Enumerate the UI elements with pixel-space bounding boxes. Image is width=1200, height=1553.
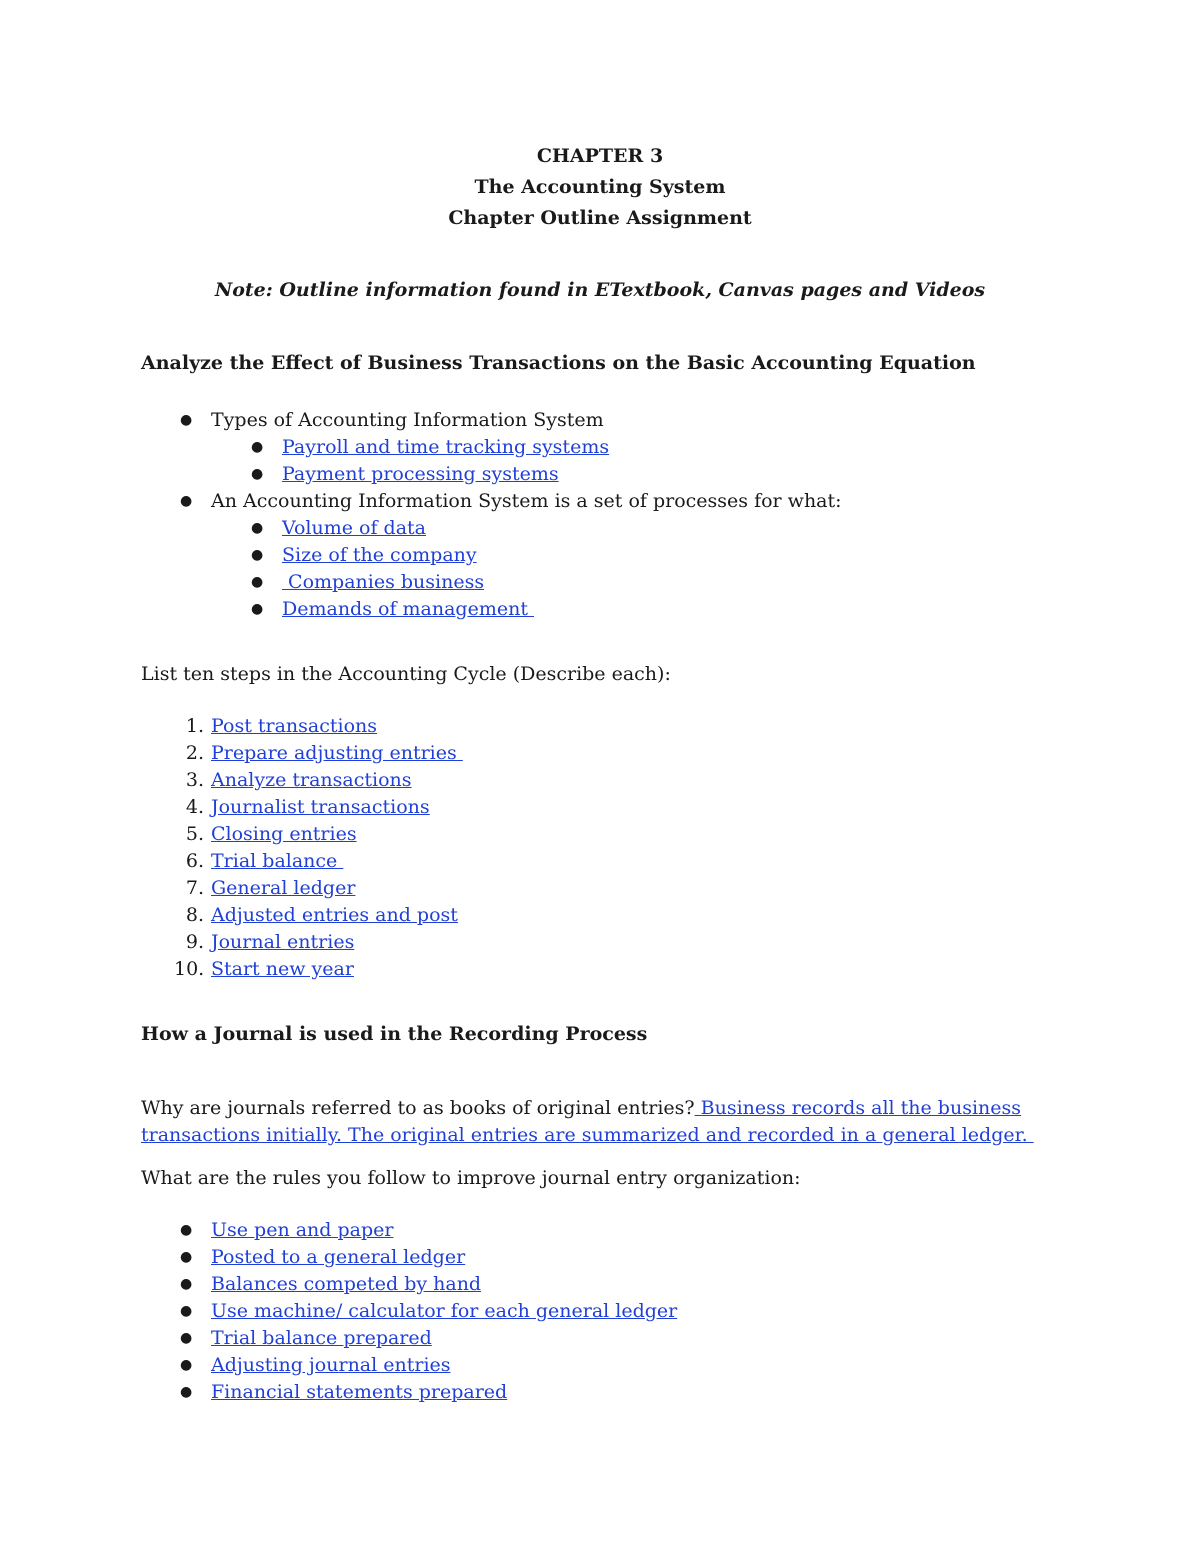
chapter-title: The Accounting System: [474, 176, 726, 198]
list-item: [180, 407, 842, 434]
answer-link[interactable]: Post transactions: [211, 715, 378, 737]
list-item-text: An Accounting Information System is a set of processes for what:: [211, 490, 842, 512]
list-item: [185, 902, 463, 929]
list-item: [180, 1244, 677, 1271]
step-number: 7.: [185, 877, 204, 899]
step-number: 4.: [185, 796, 204, 818]
list-item: [185, 767, 463, 794]
list-item: [251, 542, 842, 569]
answer-link[interactable]: transactions initially. The original entries are summarized and recorded in a general ledger.: [141, 1124, 1034, 1146]
chapter-subtitle: Chapter Outline Assignment: [448, 207, 752, 229]
accounting-cycle-list: [174, 713, 463, 983]
answer-link[interactable]: Start new year: [211, 958, 354, 980]
list-item: [174, 956, 463, 983]
list-item: [251, 569, 842, 596]
bullet-icon: ●: [180, 1303, 193, 1319]
step-number: 2.: [185, 742, 204, 764]
steps-prompt: List ten steps in the Accounting Cycle (Describe each):: [141, 663, 671, 685]
journal-answer-line: [141, 1124, 1034, 1146]
question-text: Why are journals referred to as books of original entries?: [141, 1097, 695, 1119]
journal-question: [141, 1097, 1021, 1119]
bullet-icon: ●: [180, 1276, 193, 1292]
list-item-text: Types of Accounting Information System: [211, 409, 604, 431]
answer-link[interactable]: Demands of management: [282, 598, 535, 620]
bullet-icon: ●: [251, 547, 264, 563]
list-item: [251, 596, 842, 623]
bullet-icon: ●: [180, 493, 193, 509]
ais-list: [180, 407, 842, 623]
answer-link[interactable]: Business records all the business: [694, 1097, 1022, 1119]
answer-link[interactable]: Trial balance: [211, 850, 344, 872]
note: Note: Outline information found in ETextbook, Canvas pages and Videos: [214, 279, 986, 301]
answer-link[interactable]: Journalist transactions: [211, 796, 430, 818]
list-item: [251, 434, 842, 461]
list-item: [185, 848, 463, 875]
answer-link[interactable]: Payroll and time tracking systems: [282, 436, 610, 458]
list-item: [251, 461, 842, 488]
step-number: 5.: [185, 823, 204, 845]
bullet-icon: ●: [180, 412, 193, 428]
bullet-icon: ●: [251, 439, 264, 455]
list-item: [180, 1271, 677, 1298]
step-number: 8.: [185, 904, 204, 926]
bullet-icon: ●: [180, 1330, 193, 1346]
bullet-icon: ●: [180, 1249, 193, 1265]
list-item: [185, 740, 463, 767]
bullet-icon: ●: [180, 1222, 193, 1238]
step-number: 6.: [185, 850, 204, 872]
list-item: [180, 1298, 678, 1325]
step-number: 1.: [185, 715, 204, 737]
list-item: [180, 1352, 677, 1379]
answer-link[interactable]: Volume of data: [282, 517, 426, 539]
list-item: [251, 515, 842, 542]
bullet-icon: ●: [251, 574, 264, 590]
answer-link[interactable]: Companies business: [282, 571, 485, 593]
answer-link[interactable]: Trial balance prepared: [211, 1327, 432, 1349]
rules-list: [180, 1217, 678, 1406]
answer-link[interactable]: Adjusting journal entries: [211, 1354, 451, 1376]
answer-link[interactable]: Financial statements prepared: [211, 1381, 508, 1403]
list-item: [180, 1325, 677, 1352]
answer-link[interactable]: Posted to a general ledger: [211, 1246, 466, 1268]
answer-link[interactable]: Payment processing systems: [282, 463, 559, 485]
list-item: [185, 929, 463, 956]
answer-link[interactable]: Size of the company: [282, 544, 477, 566]
answer-link[interactable]: Journal entries: [211, 931, 355, 953]
list-item: [185, 794, 463, 821]
list-item: [180, 1217, 677, 1244]
list-item: [185, 713, 463, 740]
list-item: [185, 875, 463, 902]
answer-link[interactable]: Balances competed by hand: [211, 1273, 482, 1295]
step-number: 10.: [174, 958, 205, 980]
step-number: 3.: [185, 769, 204, 791]
rules-prompt: What are the rules you follow to improve journal entry organization:: [141, 1167, 801, 1189]
bullet-icon: ●: [251, 466, 264, 482]
bullet-icon: ●: [251, 520, 264, 536]
answer-link[interactable]: General ledger: [211, 877, 356, 899]
section-heading-effect: Analyze the Effect of Business Transactions on the Basic Accounting Equation: [141, 352, 976, 374]
list-item: [180, 488, 842, 515]
answer-link[interactable]: Closing entries: [211, 823, 357, 845]
section-heading-journal: How a Journal is used in the Recording Process: [141, 1023, 648, 1045]
bullet-icon: ●: [180, 1384, 193, 1400]
answer-link[interactable]: Use machine/ calculator for each general ledger: [211, 1300, 678, 1322]
answer-link[interactable]: Prepare adjusting entries: [211, 742, 463, 764]
chapter-number: CHAPTER 3: [536, 145, 664, 167]
list-item: [185, 821, 463, 848]
step-number: 9.: [185, 931, 204, 953]
answer-link[interactable]: Use pen and paper: [211, 1219, 394, 1241]
bullet-icon: ●: [251, 601, 264, 617]
answer-link[interactable]: Analyze transactions: [211, 769, 412, 791]
list-item: [180, 1379, 677, 1406]
answer-link[interactable]: Adjusted entries and post: [211, 904, 458, 926]
bullet-icon: ●: [180, 1357, 193, 1373]
